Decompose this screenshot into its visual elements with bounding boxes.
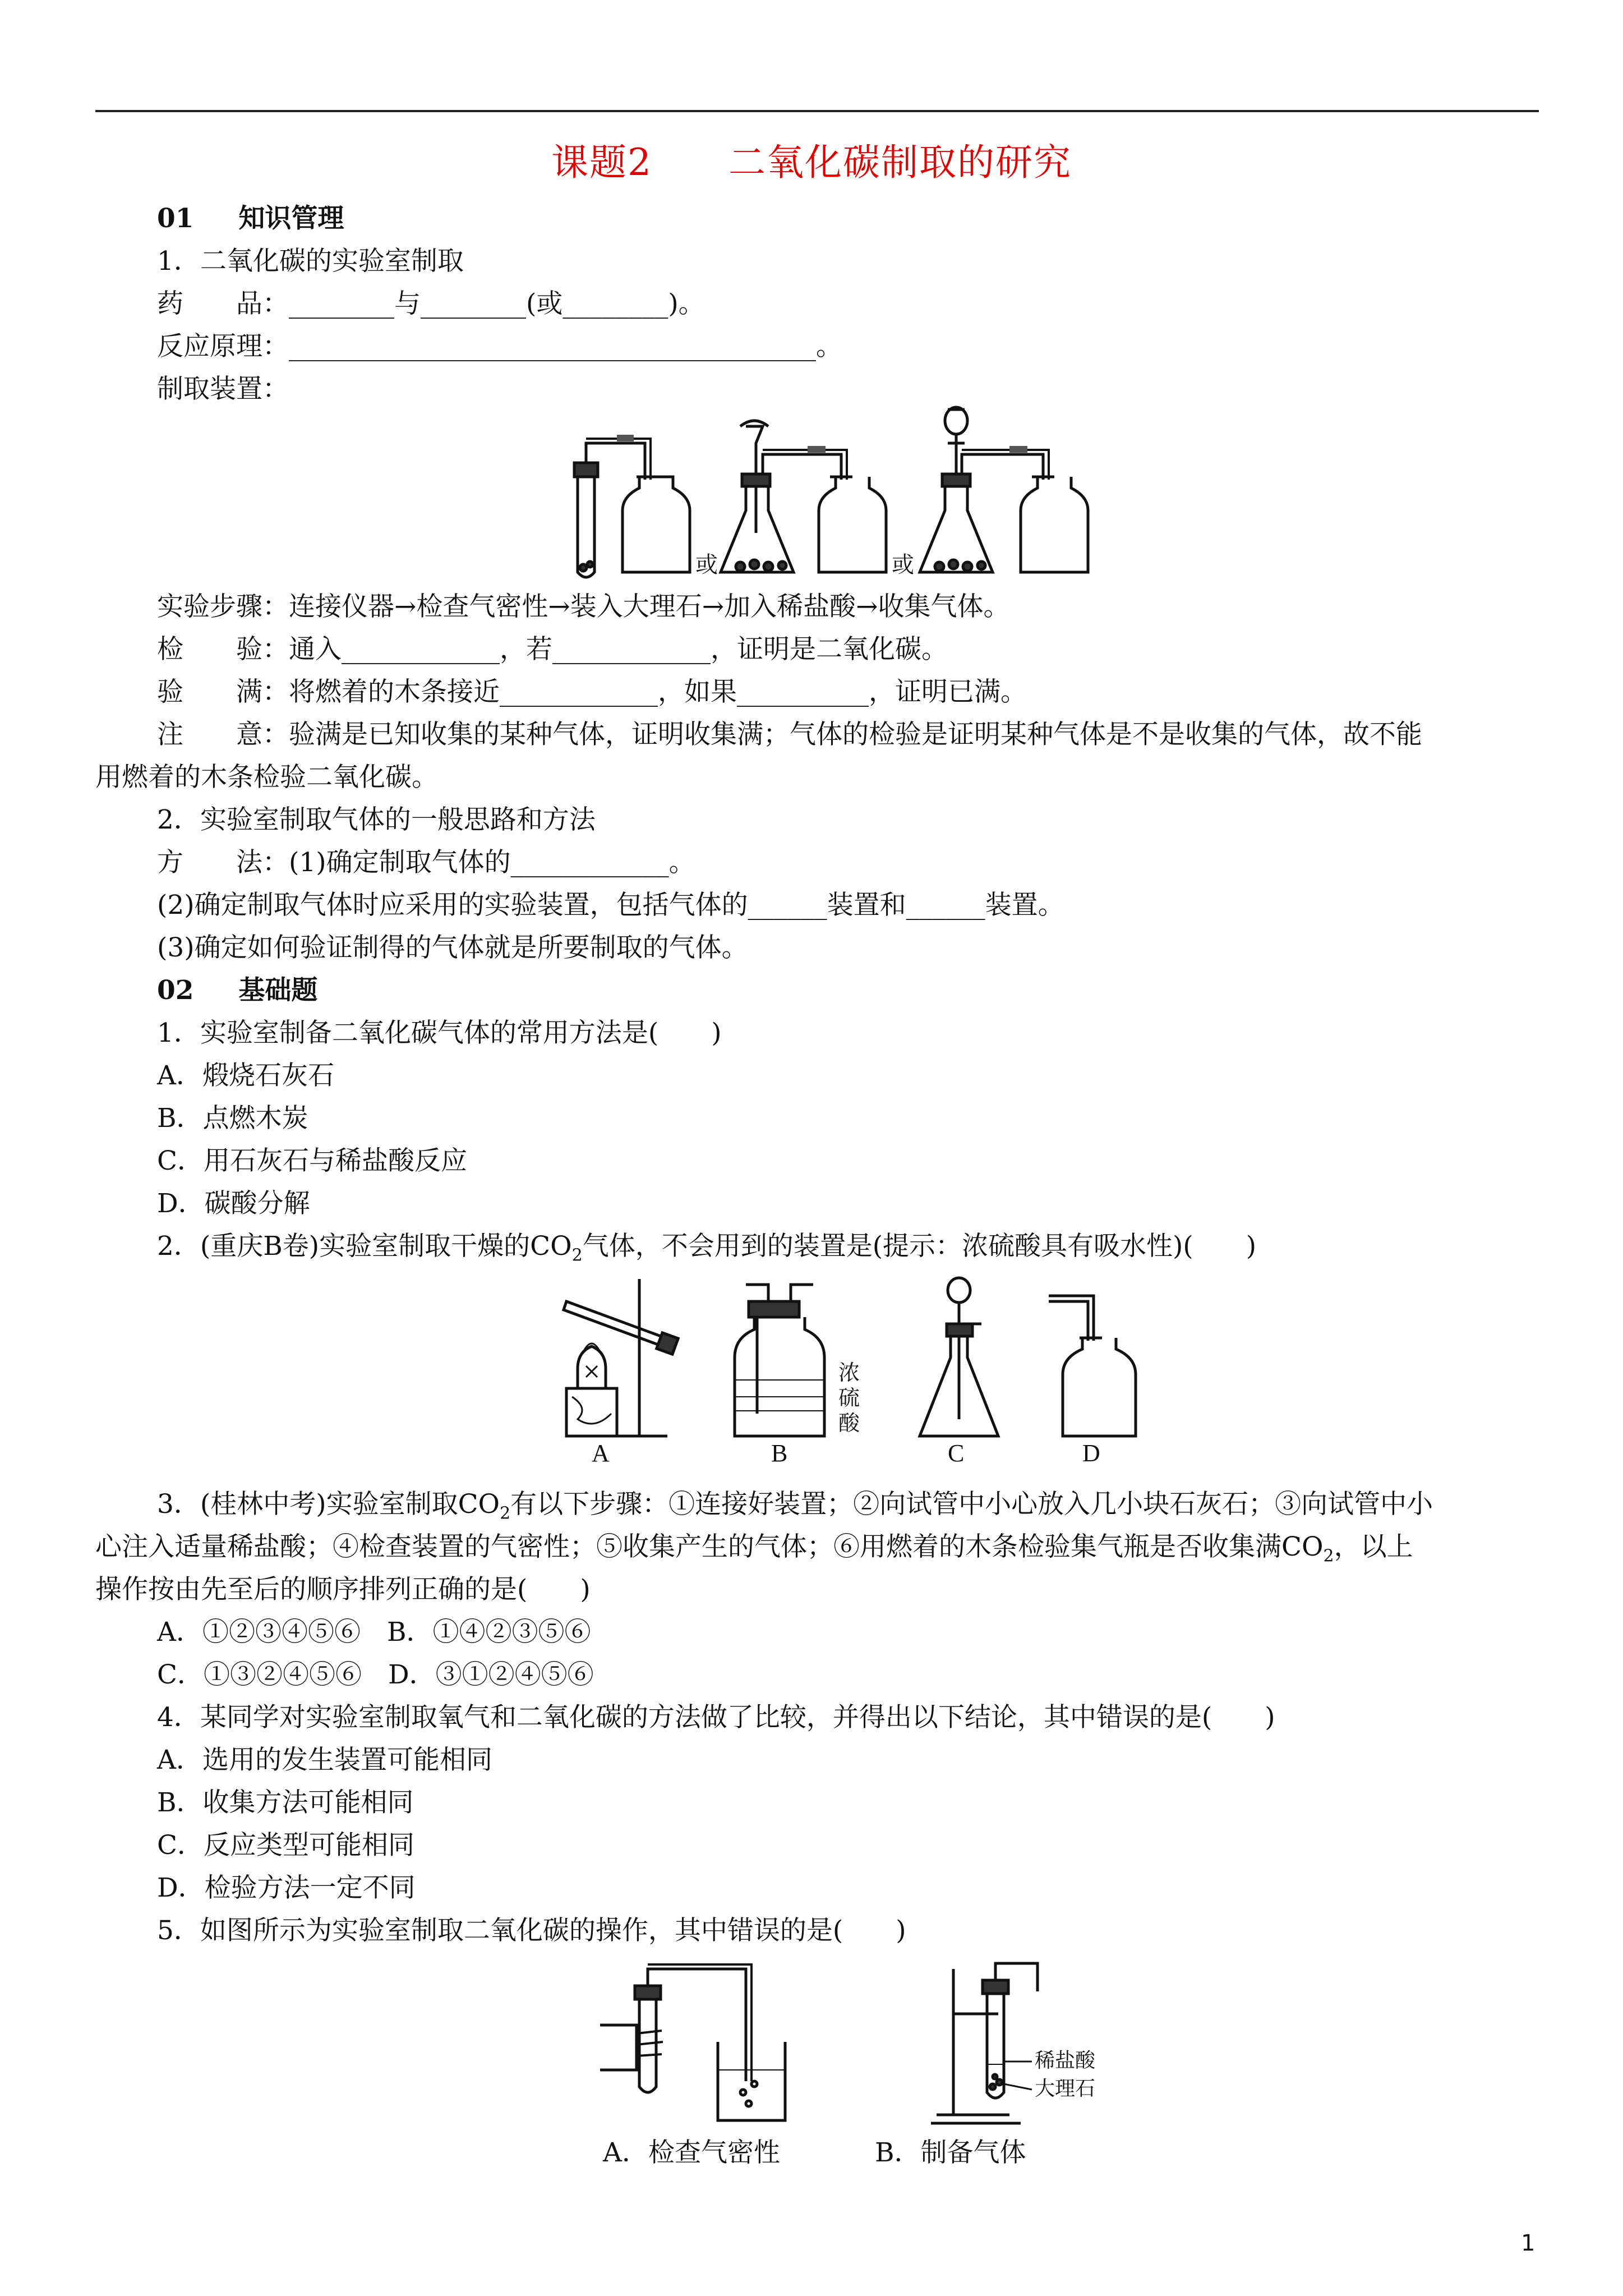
or-label: 或 — [695, 552, 718, 577]
option-d: D．检验方法一定不同 — [157, 1872, 416, 1903]
section-number: 01 — [157, 203, 194, 234]
option-c: C．用石灰石与稀盐酸反应 — [157, 1145, 467, 1176]
acid-label-3: 酸 — [838, 1412, 860, 1435]
text-line: 用燃着的木条检验二氧化碳。 — [95, 762, 438, 793]
or-label: 或 — [892, 552, 914, 577]
option-d: D．碳酸分解 — [157, 1188, 310, 1219]
page-title: 课题2 二氧化碳制取的研究 — [551, 141, 1072, 184]
text-line: 1．二氧化碳的实验室制取 — [157, 246, 464, 277]
option-a-label: A — [592, 1439, 610, 1467]
text-line: 注 意：验满是已知收集的某种气体，证明收集满；气体的检验是证明某种气体是不是收集的气体，故不能 — [157, 719, 1422, 750]
text-line: 实验步骤：连接仪器→检查气密性→装入大理石→加入稀盐酸→收集气体。 — [157, 591, 1010, 622]
section-header — [157, 202, 344, 236]
page-number: 1 — [1521, 2230, 1536, 2256]
option-d-label: D — [1082, 1439, 1100, 1467]
fill-blank-line: 药 品：________与________(或________)。 — [157, 288, 705, 319]
text-line: 制取装置： — [157, 374, 289, 404]
acid-label-2: 硫 — [838, 1387, 860, 1410]
options-row: A．①②③④⑤⑥ B．①④②③⑤⑥ — [157, 1617, 591, 1648]
fill-blank-line: 方 法：(1)确定制取气体的____________。 — [157, 847, 695, 878]
question-stem: 4．某同学对实验室制取氧气和二氧化碳的方法做了比较，并得出以下结论，其中错误的是( ) — [157, 1702, 1275, 1733]
section-number: 02 — [157, 975, 194, 1006]
fill-blank-line: 验 满：将燃着的木条接近____________，如果__________，证明已满。 — [157, 677, 1027, 707]
option-c: C．反应类型可能相同 — [157, 1830, 414, 1861]
figure-caption-b: B．制备气体 — [875, 2137, 1026, 2168]
question-stem-cont: 操作按由先至后的顺序排列正确的是( ) — [95, 1574, 591, 1605]
option-a: A．选用的发生装置可能相同 — [157, 1745, 492, 1775]
text-line: 2．实验室制取气体的一般思路和方法 — [157, 804, 596, 835]
q5-apparatus-figure — [594, 1958, 1144, 2126]
question-stem: 3．(桂林中考)实验室制取$CO_2$有以下步骤：①连接好装置；②向试管中小心放入几小块石灰石；③向试管中小 — [157, 1489, 1433, 1524]
section-name: 基础题 — [238, 975, 318, 1006]
option-b-label: B — [771, 1439, 788, 1467]
option-c-label: C — [948, 1439, 965, 1467]
question-stem: 5．如图所示为实验室制取二氧化碳的操作，其中错误的是( ) — [157, 1915, 906, 1946]
section-header — [157, 974, 317, 1007]
acid-label: 稀盐酸 — [1035, 2049, 1096, 2072]
q2-apparatus-figure — [555, 1268, 1144, 1467]
marble-label: 大理石 — [1035, 2077, 1096, 2100]
acid-label-1: 浓 — [838, 1361, 860, 1385]
option-b: B．收集方法可能相同 — [157, 1787, 414, 1818]
option-b: B．点燃木炭 — [157, 1103, 308, 1134]
figure-caption-a: A．检查气密性 — [603, 2137, 780, 2168]
text-line: (3)确定如何验证制得的气体就是所要制取的气体。 — [157, 932, 748, 963]
options-row: C．①③②④⑤⑥ D．③①②④⑤⑥ — [157, 1659, 594, 1690]
option-a: A．煅烧石灰石 — [157, 1060, 334, 1091]
co2-apparatus-figure — [561, 404, 1150, 583]
fill-blank-line: 反应原理：________________________________________。 — [157, 331, 842, 362]
question-stem-cont: 心注入适量稀盐酸；④检查装置的气密性；⑤收集产生的气体；⑥用燃着的木条检验集气瓶是否收集满$CO_2$，以上 — [95, 1531, 1413, 1566]
section-name: 知识管理 — [238, 203, 344, 234]
question-stem: 2．(重庆B卷)实验室制取干燥的$CO_2$气体，不会用到的装置是(提示：浓硫酸具有吸水性)( ) — [157, 1231, 1257, 1266]
fill-blank-line: (2)确定制取气体时应采用的实验装置，包括气体的______装置和______装置。 — [157, 890, 1064, 921]
top-rule — [95, 110, 1539, 112]
fill-blank-line: 检 验：通入____________，若____________，证明是二氧化碳。 — [157, 634, 948, 665]
question-stem: 1．实验室制备二氧化碳气体的常用方法是( ) — [157, 1018, 722, 1048]
